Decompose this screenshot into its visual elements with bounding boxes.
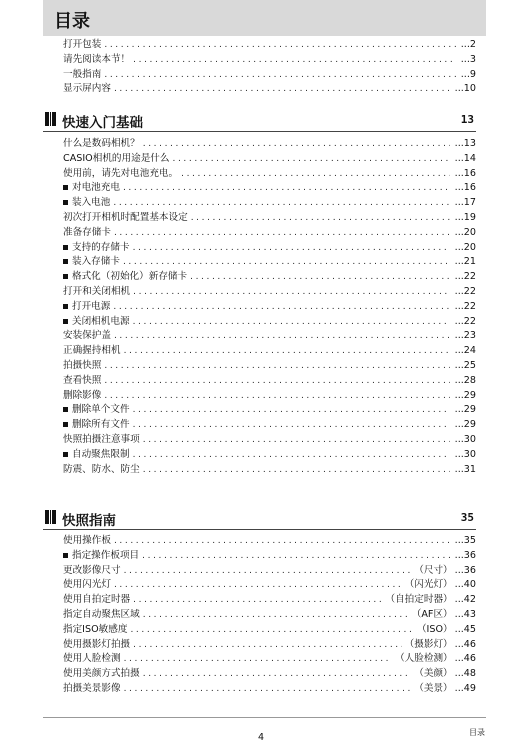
toc-entry-page: ...46 (454, 638, 476, 650)
toc-entry-text: 装入电池 (72, 197, 111, 209)
toc-entry-text: 拍摄美景影像 (63, 682, 121, 694)
toc-entry-label (63, 53, 130, 68)
toc-entry-text: 指定操作板项目 (72, 549, 140, 561)
square-bullet-icon (63, 304, 68, 309)
toc-entry-page: ...46 (454, 653, 476, 665)
toc-entry-text: 使用摄影灯拍摄 (63, 638, 131, 650)
section-heading-snapshot-guide (43, 509, 476, 530)
toc-entry-page: ...42 (454, 594, 476, 606)
toc-entry-label (63, 374, 101, 389)
toc-entry[interactable] (63, 534, 476, 549)
toc-entry[interactable] (63, 389, 476, 404)
dot-leader (133, 403, 450, 418)
toc-entry-page: ...30 (454, 433, 476, 445)
toc-entry[interactable] (63, 38, 476, 53)
toc-entry-label (63, 389, 101, 404)
toc-entry-text: 支持的存储卡 (72, 241, 130, 253)
toc-entry-text: 使用美颜方式拍摄 (63, 668, 140, 680)
toc-entry-page: ...35 (454, 535, 476, 546)
square-bullet-icon (63, 553, 68, 558)
toc-entry-label (63, 667, 140, 682)
dot-leader (172, 152, 449, 167)
dot-leader (114, 226, 450, 241)
toc-entry-text: 安装保护盖 (63, 330, 111, 342)
dot-leader (114, 578, 402, 593)
toc-entry-text: 正确握持相机 (63, 345, 121, 357)
toc-entry[interactable] (63, 226, 476, 241)
toc-entry-label (63, 344, 121, 359)
page-title-bar (43, 0, 486, 36)
toc-entry-label (63, 403, 130, 418)
toc-entry[interactable] (63, 374, 476, 389)
toc-intro-list (63, 38, 476, 97)
toc-entry-label (63, 152, 169, 167)
page-title: 目录 (54, 11, 90, 32)
dot-leader (133, 418, 450, 433)
toc-entry[interactable] (63, 564, 476, 579)
toc-entry-text: 删除所有文件 (72, 419, 130, 431)
dot-leader (123, 255, 450, 270)
dot-leader (113, 300, 449, 315)
toc-entry-label (63, 448, 130, 463)
toc-entry-page: ...28 (454, 374, 476, 386)
toc-entry-page: ...30 (454, 448, 476, 460)
toc-entry-text: 指定ISO敏感度 (63, 623, 128, 635)
dot-leader (114, 82, 450, 97)
toc-entry-text: 查看快照 (63, 374, 102, 386)
toc-entry-text: 关闭相机电源 (72, 315, 130, 327)
toc-entry-text: 一般指南 (63, 68, 102, 80)
toc-entry[interactable] (63, 53, 476, 68)
toc-entry-label (63, 270, 187, 285)
toc-subentry[interactable] (63, 418, 476, 433)
toc-entry-text: 打开电源 (72, 300, 111, 312)
dot-leader (133, 315, 450, 330)
square-bullet-icon (63, 274, 68, 279)
dot-leader (113, 196, 449, 211)
toc-entry[interactable] (63, 578, 476, 593)
toc-entry-page: ...49 (454, 682, 476, 694)
toc-entry-text: 使用人脸检测 (63, 653, 121, 665)
square-bullet-icon (63, 407, 68, 412)
toc-entry-page: ...29 (454, 389, 476, 401)
toc-entry-text: 装入存储卡 (72, 256, 120, 268)
toc-entry-function-name: （美颜） (414, 668, 453, 680)
toc-entry-page: ...29 (454, 419, 476, 431)
toc-entry-page: ...16 (454, 182, 476, 194)
toc-entry-label (63, 38, 101, 53)
toc-entry-page: ...36 (454, 564, 476, 576)
toc-entry-text: 请先阅读本节！ (63, 53, 131, 65)
toc-entry-label (63, 82, 111, 97)
toc-entry-page: ...14 (454, 152, 476, 164)
toc-entry-function-name: （闪光灯） (404, 579, 453, 591)
dot-leader (143, 463, 450, 478)
footer-divider (43, 717, 486, 718)
toc-entry-text: 删除影像 (63, 389, 102, 401)
toc-entry-label (63, 638, 130, 653)
toc-entry-label (63, 211, 188, 226)
toc-entry-label (63, 623, 127, 638)
toc-entry-function-name: （尺寸） (414, 564, 453, 576)
toc-entry-text: 自动聚焦限制 (72, 448, 130, 460)
toc-entry-label (63, 137, 140, 152)
toc-entry-text: 打开包装 (63, 39, 102, 50)
toc-entry-page: ...31 (454, 463, 476, 475)
toc-entry[interactable] (63, 638, 476, 653)
section-heading-quick-start (43, 111, 476, 132)
toc-entry-page: ...19 (454, 211, 476, 223)
toc-entry-function-name: （摄影灯） (404, 638, 453, 650)
toc-entry-function-name: （ISO） (416, 623, 453, 635)
toc-section-quick-start (63, 137, 476, 477)
toc-entry-label (63, 181, 120, 196)
toc-entry-text: 打开和关闭相机 (63, 285, 131, 297)
dot-leader (133, 285, 449, 300)
toc-entry[interactable] (63, 152, 476, 167)
toc-entry-label (63, 578, 111, 593)
toc-entry-page: ...10 (454, 83, 476, 95)
dot-leader (130, 623, 414, 638)
toc-entry-function-name: （人脸检测） (395, 653, 453, 665)
toc-entry[interactable] (63, 137, 476, 152)
toc-entry-label (63, 682, 121, 697)
square-bullet-icon (63, 452, 68, 457)
toc-entry-text: 显示屏内容 (63, 83, 111, 95)
toc-entry-text: 使用前，请先对电池充电。 (63, 167, 179, 179)
toc-entry[interactable] (63, 608, 476, 623)
dot-leader (124, 652, 393, 667)
toc-entry-page: ...22 (454, 285, 476, 297)
toc-subentry[interactable] (63, 181, 476, 196)
toc-entry[interactable] (63, 68, 476, 83)
toc-entry[interactable] (63, 359, 476, 374)
toc-entry-label (63, 167, 178, 182)
toc-entry-label (63, 433, 140, 448)
toc-subentry[interactable] (63, 549, 476, 564)
footer-label: 目录 (469, 728, 485, 737)
toc-entry-page: ...17 (454, 197, 476, 209)
toc-subentry[interactable] (63, 448, 476, 463)
toc-entry[interactable] (63, 211, 476, 226)
toc-entry-label (63, 196, 110, 211)
square-bullet-icon (63, 259, 68, 264)
dot-leader (104, 389, 449, 404)
dot-leader (124, 682, 412, 697)
toc-entry-function-name: （自拍定时器） (385, 594, 453, 606)
dot-leader (124, 564, 412, 579)
toc-entry-text: 删除单个文件 (72, 404, 130, 416)
dot-leader (123, 181, 450, 196)
toc-entry[interactable] (63, 82, 476, 97)
toc-entry-label (63, 564, 121, 579)
toc-entry-text: 防震、防水、防尘 (63, 463, 140, 475)
toc-entry-page: ...9 (460, 68, 476, 80)
toc-entry-page: ...13 (454, 138, 476, 149)
toc-entry-text: 指定自动聚焦区域 (63, 608, 140, 620)
toc-entry[interactable] (63, 344, 476, 359)
toc-entry-page: ...21 (454, 256, 476, 268)
section-marker-icon (45, 112, 56, 126)
toc-entry-text: 对电池充电 (72, 182, 120, 194)
dot-leader (104, 68, 455, 83)
toc-entry[interactable] (63, 682, 476, 697)
section-marker-icon (45, 510, 56, 524)
square-bullet-icon (63, 319, 68, 324)
section-title: 快照指南 (62, 513, 116, 529)
footer-page-number: 4 (258, 732, 265, 743)
toc-entry-page: ...23 (454, 330, 476, 342)
toc-entry-page: ...20 (454, 241, 476, 253)
toc-entry-label (63, 300, 110, 315)
dot-leader (114, 534, 450, 549)
toc-entry-page: ...45 (454, 623, 476, 635)
toc-entry-label (63, 285, 130, 300)
toc-entry-label (63, 241, 130, 256)
toc-entry-page: ...40 (454, 579, 476, 591)
toc-entry-page: ...16 (454, 167, 476, 179)
toc-subentry[interactable] (63, 241, 476, 256)
toc-subentry[interactable] (63, 403, 476, 418)
toc-entry-label (63, 652, 121, 667)
toc-entry-page: ...36 (454, 549, 476, 561)
dot-leader (104, 359, 449, 374)
toc-section-snapshot-guide (63, 534, 476, 697)
toc-entry[interactable] (63, 433, 476, 448)
toc-entry-label (63, 549, 139, 564)
toc-entry[interactable] (63, 667, 476, 682)
dot-leader (143, 433, 450, 448)
toc-subentry[interactable] (63, 300, 476, 315)
square-bullet-icon (63, 422, 68, 427)
toc-entry-label (63, 226, 111, 241)
toc-entry[interactable] (63, 623, 476, 638)
toc-entry[interactable] (63, 652, 476, 667)
toc-entry[interactable] (63, 463, 476, 478)
toc-entry-label (63, 315, 130, 330)
toc-entry-text: 更改影像尺寸 (63, 564, 121, 576)
toc-entry-label (63, 329, 111, 344)
section-page-number: 13 (460, 113, 474, 126)
toc-subentry[interactable] (63, 315, 476, 330)
dot-leader (190, 270, 450, 285)
dot-leader (114, 329, 450, 344)
toc-subentry[interactable] (63, 255, 476, 270)
toc-entry-page: ...22 (454, 300, 476, 312)
toc-entry-page: ...43 (454, 608, 476, 620)
toc-subentry[interactable] (63, 270, 476, 285)
toc-entry-function-name: （AF区） (411, 608, 453, 620)
toc-subentry[interactable] (63, 196, 476, 211)
toc-entry[interactable] (63, 593, 476, 608)
dot-leader (133, 241, 450, 256)
dot-leader (143, 667, 412, 682)
dot-leader (133, 638, 402, 653)
toc-entry[interactable] (63, 329, 476, 344)
toc-entry-page: ...24 (454, 345, 476, 357)
toc-entry-label (63, 593, 130, 608)
toc-entry-page: ...25 (454, 359, 476, 371)
dot-leader (124, 344, 450, 359)
toc-entry-text: 拍摄快照 (63, 359, 102, 371)
dot-leader (133, 593, 382, 608)
dot-leader (142, 549, 449, 564)
square-bullet-icon (63, 200, 68, 205)
toc-entry-text: 什么是数码相机？ (63, 138, 140, 149)
toc-entry[interactable] (63, 285, 476, 300)
toc-entry-text: 使用闪光灯 (63, 579, 111, 591)
toc-entry-page: ...3 (460, 53, 476, 65)
dot-leader (133, 53, 456, 68)
toc-entry-page: ...48 (454, 668, 476, 680)
toc-entry-text: 准备存储卡 (63, 226, 111, 238)
toc-entry-page: ...20 (454, 226, 476, 238)
section-title: 快速入门基础 (62, 115, 143, 131)
toc-entry-label (63, 68, 101, 83)
toc-entry-function-name: （美景） (414, 682, 453, 694)
toc-entry-label (63, 359, 101, 374)
toc-entry-text: 初次打开相机时配置基本设定 (63, 211, 188, 223)
toc-entry-text: 格式化（初始化）新存储卡 (72, 271, 188, 283)
toc-entry-text: 使用操作板 (63, 535, 111, 546)
toc-entry-label (63, 463, 140, 478)
toc-entry-label (63, 534, 111, 549)
toc-entry-text: 使用自拍定时器 (63, 594, 131, 606)
dot-leader (181, 167, 450, 182)
toc-entry-page: ...29 (454, 404, 476, 416)
toc-entry-page: ...22 (454, 315, 476, 327)
toc-entry-label (63, 418, 130, 433)
dot-leader (104, 38, 455, 53)
toc-entry-page: ...2 (460, 39, 476, 50)
toc-entry-text: CASIO相机的用途是什么 (63, 152, 170, 164)
toc-entry[interactable] (63, 167, 476, 182)
dot-leader (104, 374, 449, 389)
dot-leader (143, 137, 450, 152)
toc-entry-label (63, 255, 120, 270)
toc-entry-page: ...22 (454, 271, 476, 283)
square-bullet-icon (63, 185, 68, 190)
dot-leader (143, 608, 409, 623)
section-page-number: 35 (460, 511, 474, 524)
square-bullet-icon (63, 245, 68, 250)
toc-entry-text: 快照拍摄注意事项 (63, 433, 140, 445)
toc-entry-label (63, 608, 140, 623)
dot-leader (133, 448, 450, 463)
dot-leader (191, 211, 450, 226)
